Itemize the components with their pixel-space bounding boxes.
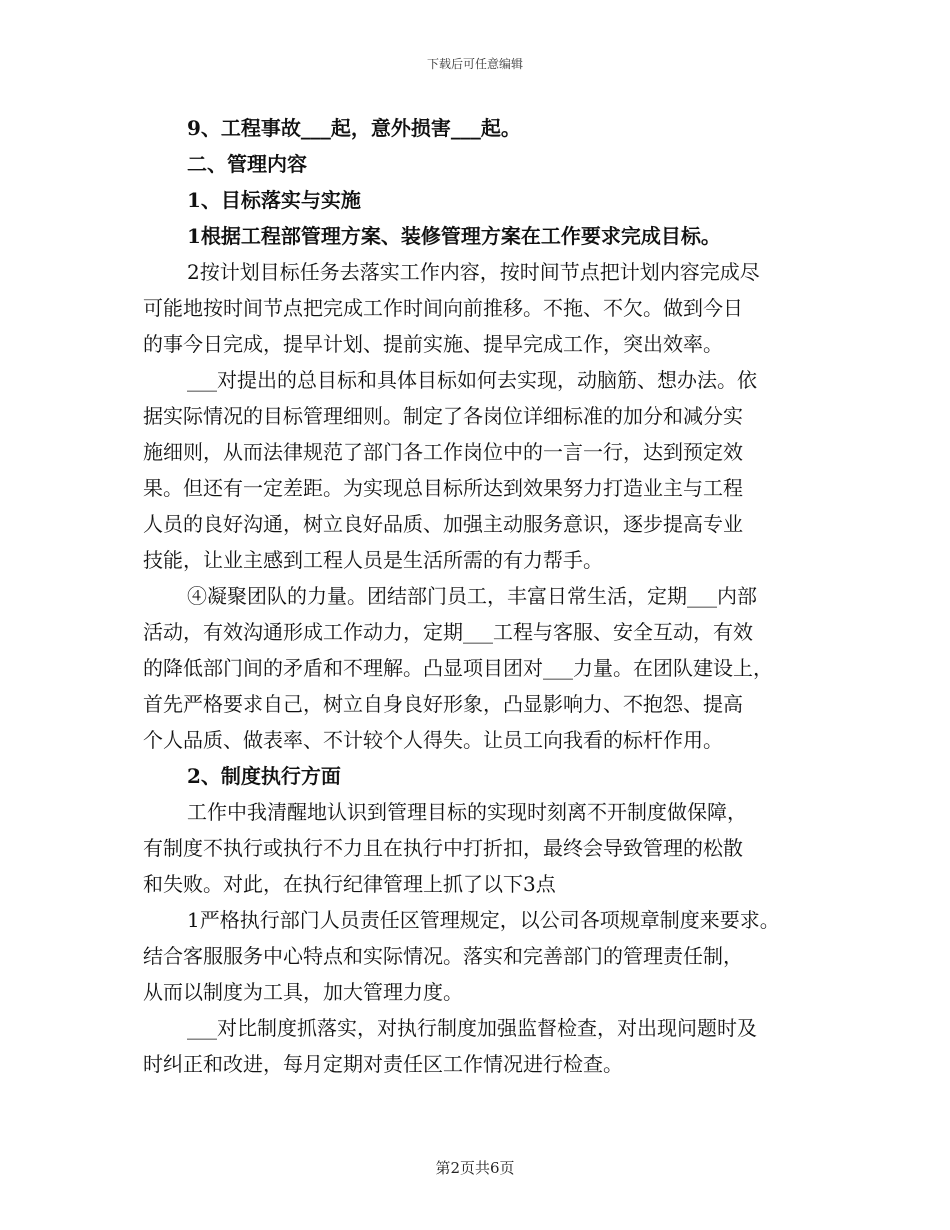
text-line: 从而以制度为工具，加大管理力度。 <box>143 980 463 1004</box>
text-line: ___对比制度抓落实，对执行制度加强监督检查，对出现问题时及 <box>187 1016 757 1040</box>
text-line: 1严格执行部门人员责任区管理规定，以公司各项规章制度来要求。 <box>187 908 780 932</box>
text-line: 工作中我清醒地认识到管理目标的实现时刻离不开制度做保障， <box>187 800 747 824</box>
text-line: 施细则，从而法律规范了部门各工作岗位中的一言一行，达到预定效 <box>143 440 743 464</box>
text-line: 个人品质、做表率、不计较个人得失。让员工向我看的标杆作用。 <box>143 728 723 752</box>
text-line: 据实际情况的目标管理细则。制定了各岗位详细标准的加分和减分实 <box>143 404 743 428</box>
text-line: ___对提出的总目标和具体目标如何去实现，动脑筋、想办法。依 <box>187 368 757 392</box>
text-line: ④凝聚团队的力量。团结部门员工，丰富日常生活，定期___内部 <box>187 584 757 608</box>
text-line: 的事今日完成，提早计划、提前实施、提早完成工作，突出效率。 <box>143 332 723 356</box>
text-line: 可能地按时间节点把完成工作时间向前推移。不拖、不欠。做到今日 <box>143 296 743 320</box>
text-line: 果。但还有一定差距。为实现总目标所达到效果努力打造业主与工程 <box>143 476 743 500</box>
text-line: 和失败。对此，在执行纪律管理上抓了以下3点 <box>143 872 556 896</box>
header-note: 下载后可任意编辑 <box>426 57 523 71</box>
text-line: 技能，让业主感到工程人员是生活所需的有力帮手。 <box>143 548 603 572</box>
text-line: 2按计划目标任务去落实工作内容，按时间节点把计划内容完成尽 <box>187 260 760 284</box>
text-line: 有制度不执行或执行不力且在执行中打折扣，最终会导致管理的松散 <box>143 836 743 860</box>
text-line: 1根据工程部管理方案、装修管理方案在工作要求完成目标。 <box>187 224 721 248</box>
text-line: 二、管理内容 <box>187 152 307 176</box>
text-line: 人员的良好沟通，树立良好品质、加强主动服务意识，逐步提高专业 <box>143 512 743 536</box>
text-line: 时纠正和改进，每月定期对责任区工作情况进行检查。 <box>143 1052 623 1076</box>
text-line: 结合客服服务中心特点和实际情况。落实和完善部门的管理责任制， <box>143 944 743 968</box>
text-line: 2、制度执行方面 <box>187 764 341 788</box>
text-line: 1、目标落实与实施 <box>187 188 361 212</box>
text-line: 9、工程事故___起，意外损害___起。 <box>187 116 521 140</box>
text-line: 首先严格要求自己，树立自身良好形象，凸显影响力、不抱怨、提高 <box>143 692 743 716</box>
text-line: 的降低部门间的矛盾和不理解。凸显项目团对___力量。在团队建设上， <box>143 656 773 680</box>
page-number: 第2页共6页 <box>435 1159 515 1177</box>
text-line: 活动，有效沟通形成工作动力，定期___工程与客服、安全互动，有效 <box>143 620 753 644</box>
document-body <box>143 110 833 1082</box>
